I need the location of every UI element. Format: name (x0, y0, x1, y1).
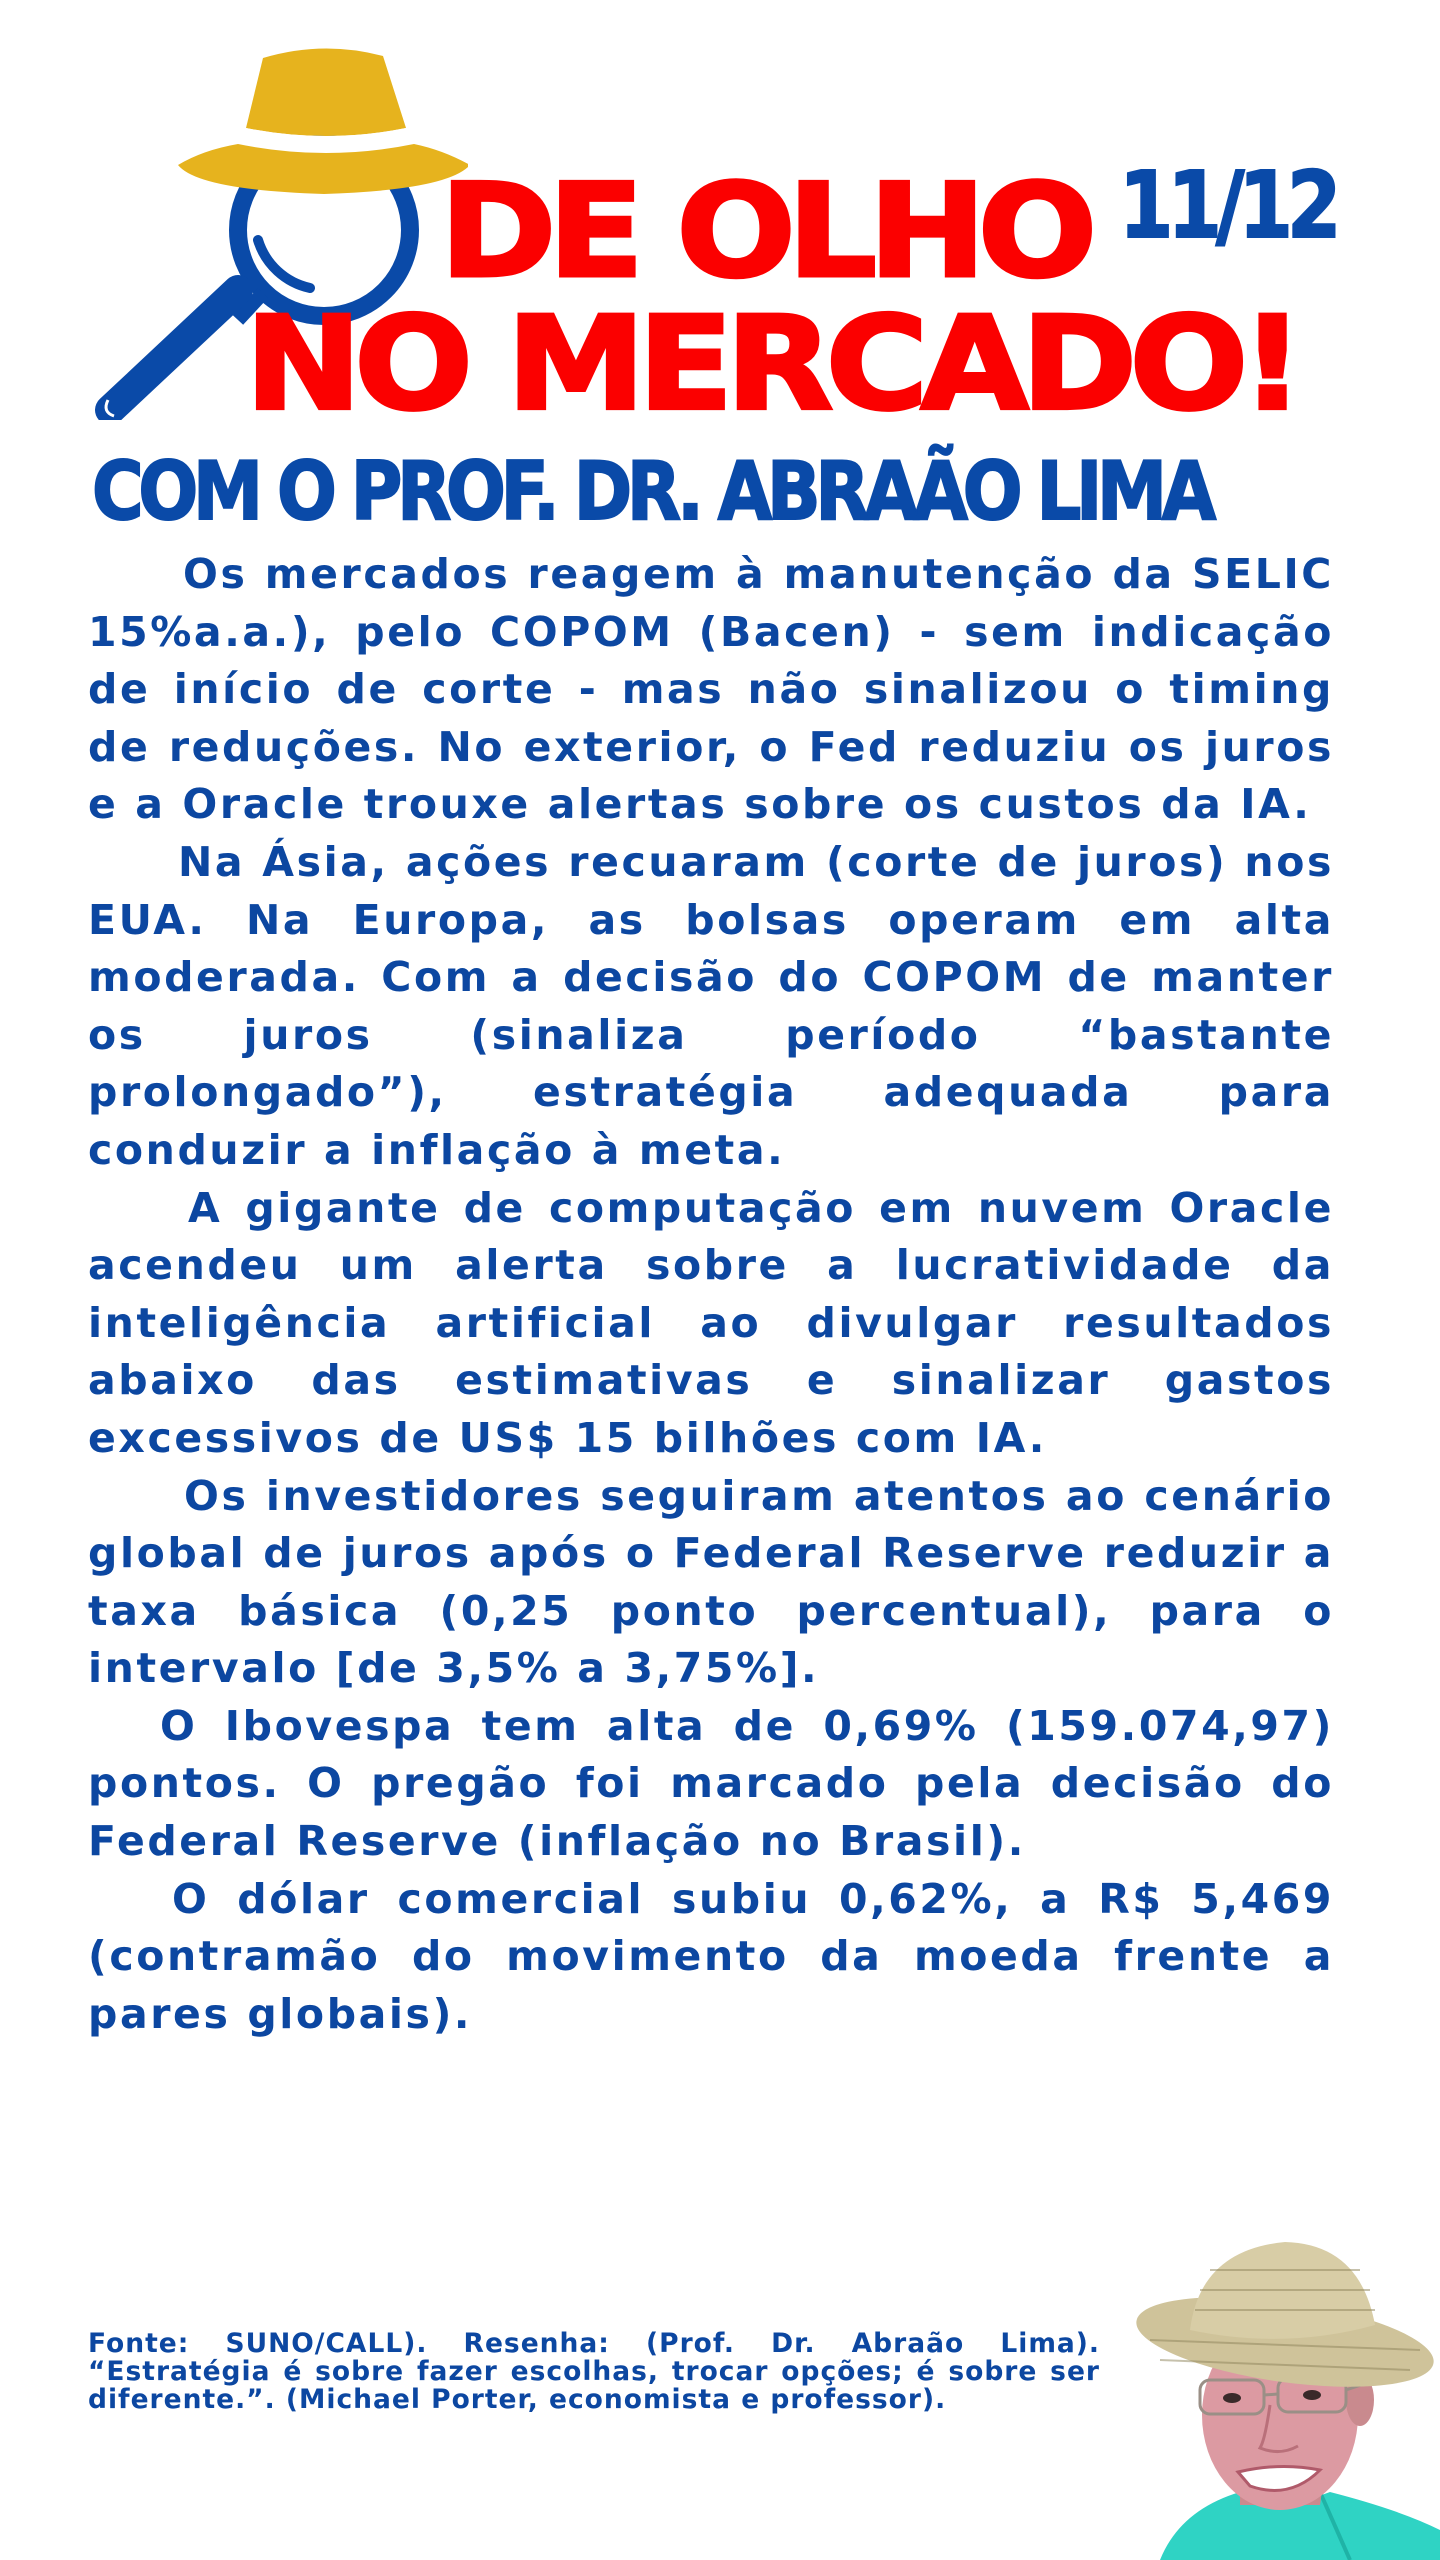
article-body (88, 546, 1334, 2043)
footer-source-quote: Fonte: SUNO/CALL). Resenha: (Prof. Dr. Abraão Lima). “Estratégia é sobre fazer escolhas, trocar opções; é sobre ser diferente.”. (Michael Porter, economista e professor). (88, 2328, 1100, 2415)
title-no-mercado: NO MERCADO! (245, 289, 1297, 440)
title-line-2 (245, 289, 1376, 450)
subtitle-author: COM O PROF. DR. ABRAÃO LIMA (92, 445, 1212, 538)
title-line-1 (440, 152, 1374, 307)
paragraph-oracle: A gigante de computação em nuvem Oracle acendeu um alerta sobre a lucratividade da inteligência artificial ao divulgar resultados abaixo das estimativas e sinalizar gastos excessivos de US$ 15 bilhões com IA. (88, 1183, 1334, 1462)
paragraph-asia-europa: Na Ásia, ações recuaram (corte de juros) nos EUA. Na Europa, as bolsas operam em alta moderada. Com a decisão do COPOM de manter os juros (sinaliza período “bastante prolongado”), estratégia adequada para conduzir a inflação à meta. (88, 837, 1334, 1174)
paragraph-fed: Os investidores seguiram atentos ao cenário global de juros após o Federal Reserve reduzir a taxa básica (0,25 ponto percentual), para o intervalo [de 3,5% a 3,75%]. (88, 1471, 1334, 1693)
author-portrait (1120, 2230, 1440, 2560)
date-label: 11/12 (1119, 152, 1336, 259)
title-de-olho: DE OLHO (440, 156, 1089, 307)
paragraph-ibovespa: O Ibovespa tem alta de 0,69% (159.074,97) pontos. O pregão foi marcado pela decisão do Federal Reserve (inflação no Brasil). (88, 1701, 1334, 1866)
paragraph-selic: Os mercados reagem à manutenção da SELIC 15%a.a.), pelo COPOM (Bacen) - sem indicação de início de corte - mas não sinalizou o timing de reduções. No exterior, o Fed reduziu os juros e a Oracle trouxe alertas sobre os custos da IA. (88, 550, 1334, 829)
paragraph-dolar: O dólar comercial subiu 0,62%, a R$ 5,469 (contramão do movimento da moeda frente a pares globais). (88, 1874, 1334, 2038)
